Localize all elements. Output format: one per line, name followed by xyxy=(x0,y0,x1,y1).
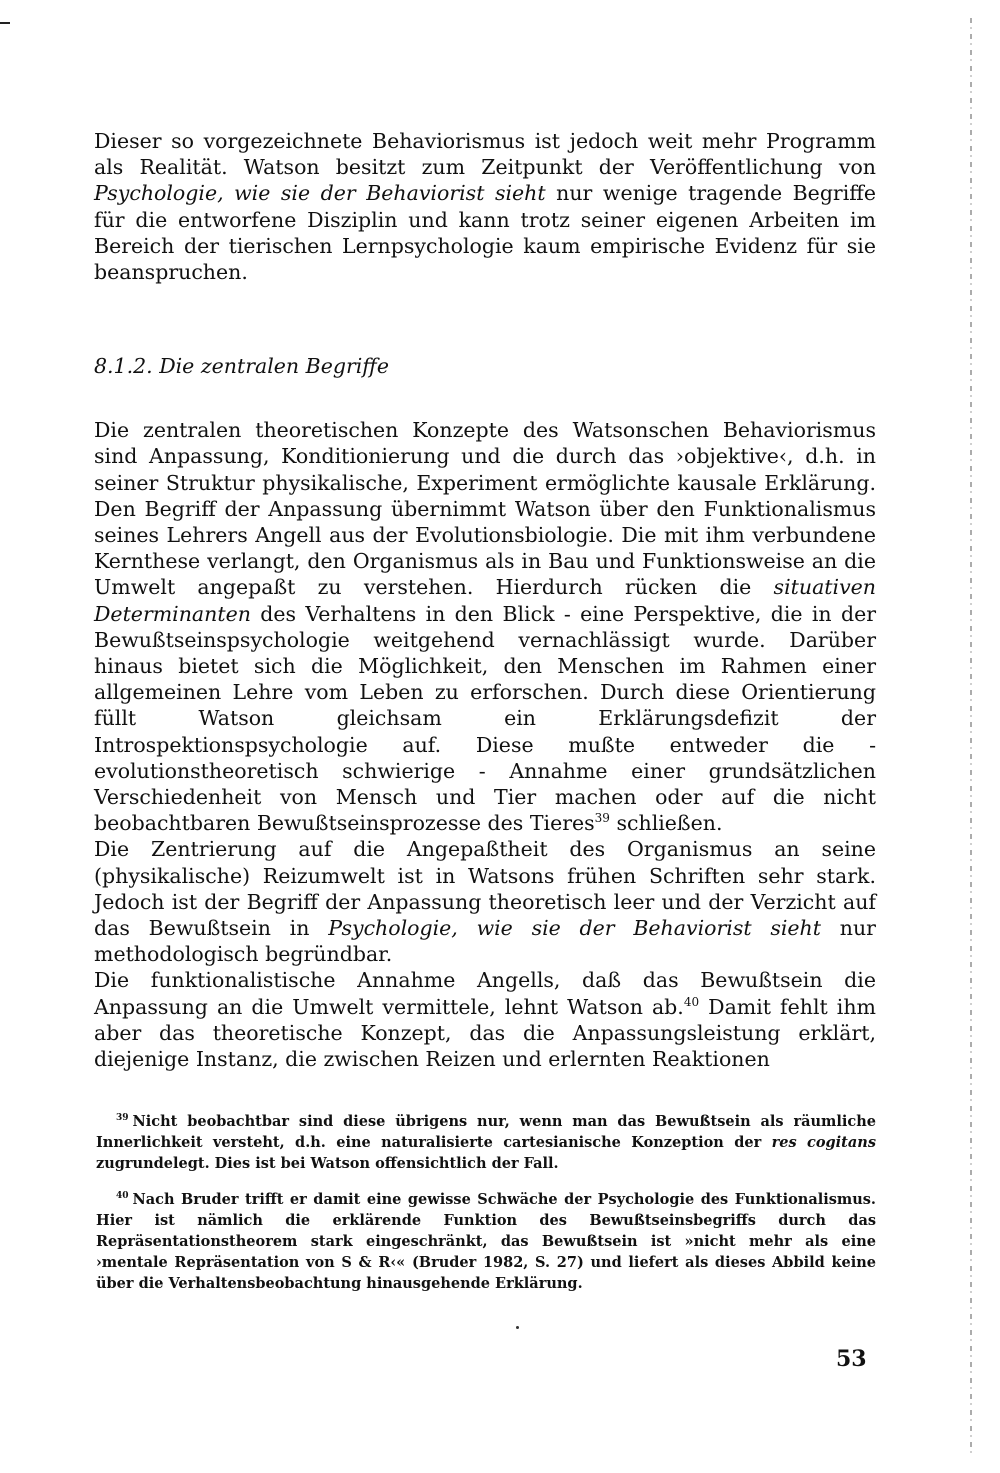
footnote-ref-40[interactable]: 40 xyxy=(683,994,700,1009)
paragraph-angell: Die funktionalistische Annahme Angells, daß das Bewußtsein die Anpassung an die Umwelt vermittele, lehnt Watson ab.$^{40}$ Damit fehlt ihm aber das theoretische Konzept, das die Anpassungsleistung erklärt, diejenige Instanz, die zwischen Reizen und erlernten Reaktionen xyxy=(94,968,876,1072)
page-number: 53 xyxy=(836,1346,867,1372)
scan-speck xyxy=(516,1326,519,1329)
page-body xyxy=(94,128,876,1072)
footnotes xyxy=(96,1108,876,1306)
paragraph-concepts: Die zentralen theoretischen Konzepte des Watsonschen Behaviorismus sind Anpassung, Konditionierung und die durch das ›objektive‹, d.h. in seiner Struktur physikalische, Experiment ermöglichte kausale Erklärung. Den Begriff der Anpassung übernimmt Watson über den Funktionalismus seines Lehrers Angell aus der Evolutionsbiologie. Die mit ihm verbundene Kernthese verlangt, den Organismus als in Bau und Funktionsweise an die Umwelt angepaßt zu verstehen. Hierdurch rücken die situativen Determinanten des Verhaltens in den Blick - eine Perspektive, die in der Bewußtseinspsychologie weitgehend vernachlässigt wurde. Darüber hinaus bietet sich die Möglichkeit, den Menschen im Rahmen einer allgemeinen Lehre vom Leben zu erforschen. Durch diese Orientierung füllt Watson gleichsam ein Erklärungsdefizit der Introspektionspsychologie auf. Diese mußte entweder die - evolutionstheoretisch schwierige - Annahme einer grundsätzlichen Verschiedenheit von Mensch und Tier machen oder auf die nicht beobachtbaren Bewußtseinsprozesse des Tieres$^{39}$ schließen. xyxy=(94,418,876,836)
paragraph-adaptation: Die Zentrierung auf die Angepaßtheit des Organismus an seine (physikalische) Reizumwelt ist in Watsons frühen Schriften sehr stark. Jedoch ist der Begriff der Anpassung theoretisch leer und der Verzicht auf das Bewußtsein in Psychologie, wie sie der Behaviorist sieht nur methodologisch begründbar. xyxy=(94,837,876,967)
paragraph-intro: Dieser so vorgezeichnete Behaviorismus ist jedoch weit mehr Programm als Realität. Watson besitzt zum Zeitpunkt der Veröffentlichung von Psychologie, wie sie der Behaviorist sieht nur wenige tragende Begriffe für die entworfene Disziplin und kann trotz seiner eigenen Arbeiten im Bereich der tierischen Lernpsychologie kaum empirische Evidenz für sie beanspruchen. xyxy=(94,129,876,285)
footnote-40: $^{40}$ Nach Bruder trifft er damit eine gewisse Schwäche der Psychologie des Funktionalismus. Hier ist nämlich die erklärende Funktion des Bewußtseinsbegriffs durch das Repräsentationstheorem stark eingeschränkt, das Bewußtsein ist »nicht mehr als eine ›mentale Repräsentation von S & R‹« (Bruder 1982, S. 27) und liefert als dieses Abbild keine über die Verhaltensbeobachtung hinausgehende Erklärung. xyxy=(96,1190,876,1292)
footnote-39: $^{39}$ Nicht beobachtbar sind diese übrigens nur, wenn man das Bewußtsein als räumliche Innerlichkeit versteht, d.h. eine naturalisierte cartesianische Konzeption der res cogitans zugrundelegt. Dies ist bei Watson offensichtlich der Fall. xyxy=(96,1112,876,1172)
scan-page-edge xyxy=(970,18,972,1458)
scan-corner-mark xyxy=(0,22,10,24)
footnote-ref-39[interactable]: 39 xyxy=(594,811,610,826)
section-heading: 8.1.2. Die zentralen Begriffe xyxy=(94,354,389,379)
